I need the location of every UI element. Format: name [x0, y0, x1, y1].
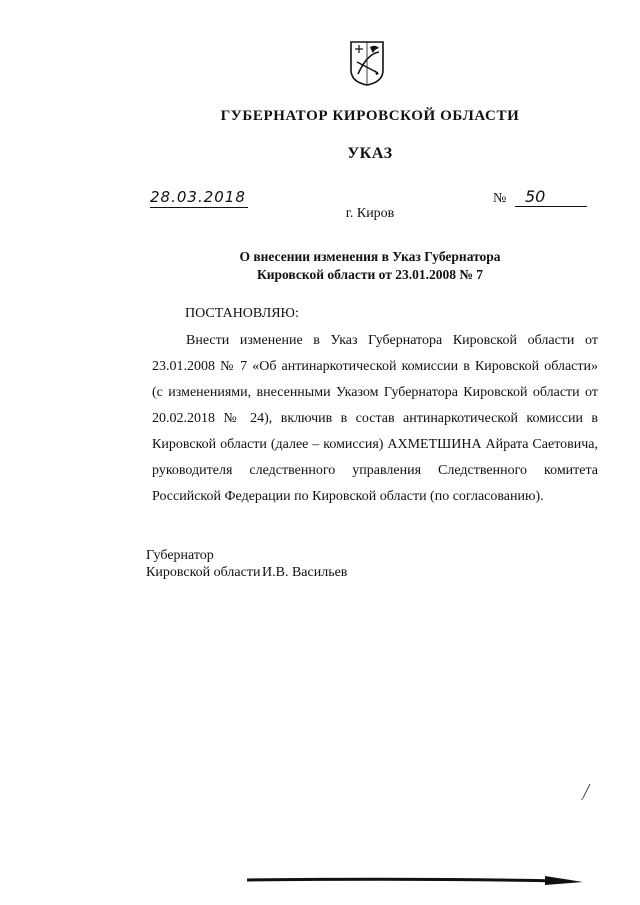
signer-region: Кировской области: [146, 565, 261, 580]
document-date: 28.03.2018: [150, 188, 246, 206]
decree-word: ПОСТАНОВЛЯЮ:: [185, 306, 299, 321]
issuing-authority: ГУБЕРНАТОР КИРОВСКОЙ ОБЛАСТИ: [220, 108, 520, 124]
signer-name: И.В. Васильев: [262, 565, 348, 580]
signer-title: Губернатор: [146, 548, 214, 563]
coat-of-arms-icon: [349, 40, 385, 86]
document-subject: [170, 248, 570, 284]
pen-mark-icon: [580, 780, 594, 800]
number-value: 50: [515, 188, 587, 207]
bottom-stroke-icon: [245, 872, 585, 886]
subject-line-1: О внесении изменения в Указ Губернатора: [239, 249, 501, 264]
subject-line-2: Кировской области от 23.01.2008 № 7: [256, 267, 484, 282]
decree-body: Внести изменение в Указ Губернатора Кировской области от 23.01.2008 № 7 «Об антинаркотической комиссии в Кировской области» (с изменениями, внесенными Указом Губернатора Кировской области от 20.02.2018 № 24), включив в состав антинаркотической комиссии в Кировской области (далее – комиссия) АХМЕТШИНА Айрата Саетовича, руководителя следственного управления Следственного комитета Российской Федерации по Кировской области (по согласованию).: [152, 333, 598, 504]
number-sign: №: [493, 191, 507, 206]
document-type: УКАЗ: [347, 145, 393, 162]
issue-place: г. Киров: [345, 206, 395, 221]
